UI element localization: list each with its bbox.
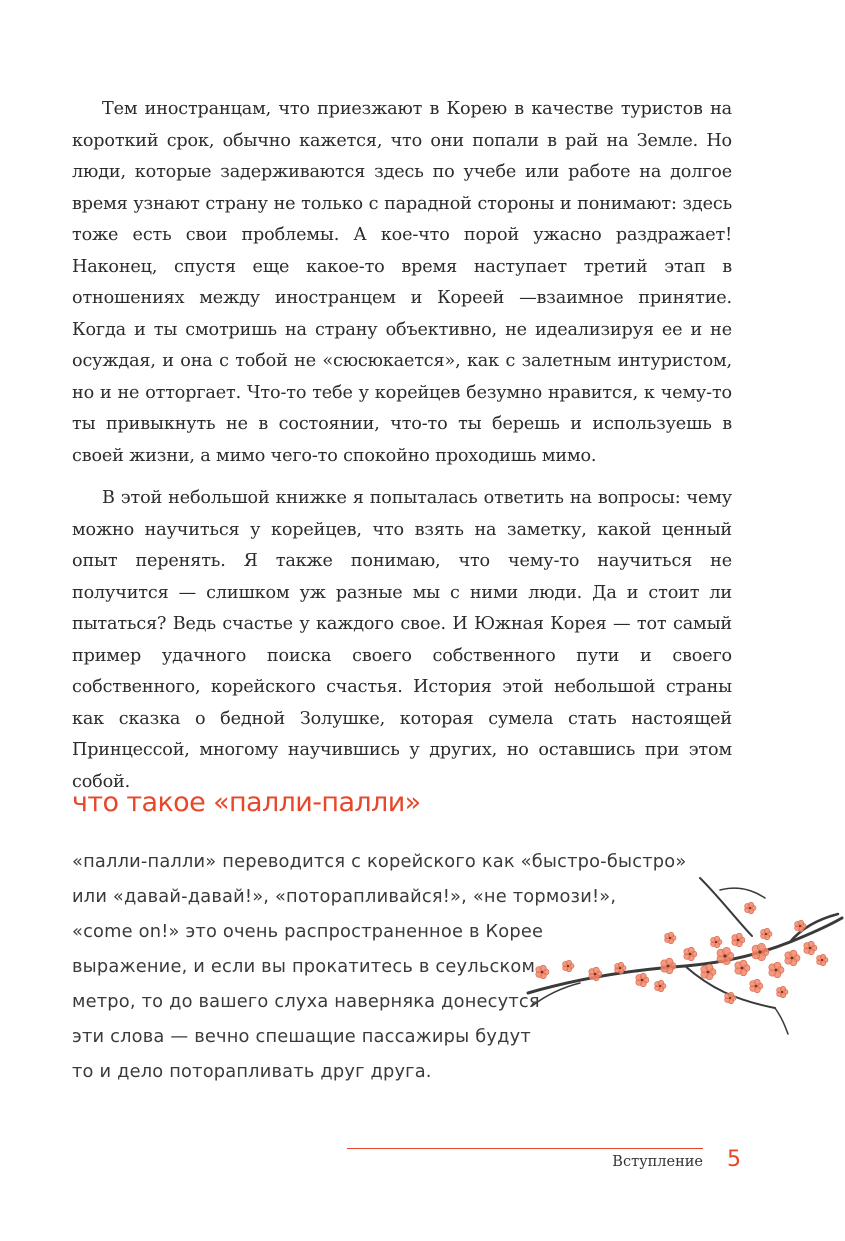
section-line-6: эти слова — вечно спешащие пассажиры будут <box>72 1026 531 1047</box>
section-line-1: «палли-палли» переводится с корейского как «быстро-быстро» <box>72 851 687 872</box>
section-line-5: метро, то до вашего слуха наверняка донесутся <box>72 991 540 1012</box>
blossom-petal-group <box>684 947 697 961</box>
section-line-3: «come on!» это очень распространенное в Корее <box>72 921 544 942</box>
blossom-petal-group <box>655 980 666 992</box>
intro-paragraph-1: Тем иностранцам, что приезжают в Корею в качестве туристов на короткий срок, обычно кажется, что они попали в рай на Земле. Но люди, которые задерживаются здесь по учебе или работе на долгое время узнают страну не только с парадной стороны и понимают: здесь тоже есть свои проблемы. А кое-что порой ужасно раздражает! Наконец, спустя еще какое-то время наступает третий этап в отношениях между иностранцем и Кореей —взаимное принятие. Когда и ты смотришь на страну объективно, не идеализируя ее и не осуждая, и она с тобой не «сюсюкается», как с залетным интуристом, но и не отторгает. Что-то тебе у корейцев безумно нравится, к чему-то ты привыкнуть не в состоянии, что-то ты берешь и используешь в своей жизни, а мимо чего-то спокойно проходишь мимо. <box>72 99 732 466</box>
blossom-petal-group <box>589 967 602 981</box>
section-line-7: то и дело поторапливать друг друга. <box>72 1061 432 1082</box>
blossom-petal-group <box>717 947 734 964</box>
section-line-2: или «давай-давай!», «поторапливайся!», «не тормози!», <box>72 886 617 907</box>
blossom-petal-group <box>636 973 649 987</box>
footer-rule <box>347 1148 703 1149</box>
blossom-petal-group <box>777 986 788 998</box>
blossom-petal-group <box>804 941 817 955</box>
blossom-petal-group <box>745 902 756 914</box>
blossom-petal-group <box>785 950 800 966</box>
blossom-petal-group <box>769 962 784 978</box>
blossom-petal-group <box>665 932 676 944</box>
intro-paragraph-2: В этой небольшой книжке я попыталась ответить на вопросы: чему можно научиться у корейцев, что взять на заметку, какой ценный опыт перенять. Я также понимаю, что чему-то научиться не получится — слишком уж разные мы с ними люди. Да и стоит ли пытаться? Ведь счастье у каждого свое. И Южная Корея — тот самый пример удачного поиска своего собственного пути и своего собственного, корейского счастья. История этой небольшой страны как сказка о бедной Золушке, которая сумела стать настоящей Принцессой, многому научившись у других, но оставшись при этом собой. <box>72 488 732 792</box>
blossom-petal-group <box>563 960 574 972</box>
blossom-petal-group <box>732 933 745 947</box>
blossom-petal-group <box>817 954 828 966</box>
chapter-label: Вступление <box>612 1154 703 1170</box>
blossom-petal-group <box>735 960 750 976</box>
section-line-4: выражение, и если вы прокатитесь в сеульском <box>72 956 536 977</box>
section-heading: что такое «палли-палли» <box>72 787 421 818</box>
blossom-petal-group <box>752 943 769 960</box>
blossom-petal-group <box>750 979 763 993</box>
blossom-petal-group <box>761 928 772 940</box>
blossom-petal-group <box>661 958 676 974</box>
blossom-petal-group <box>725 992 736 1004</box>
blossom-petal-group <box>711 936 722 948</box>
page-number: 5 <box>727 1147 741 1172</box>
blossom-petal-group <box>536 965 549 979</box>
cherry-blossom-branch-icon <box>520 868 845 1038</box>
blossom-petal-group <box>701 964 716 980</box>
